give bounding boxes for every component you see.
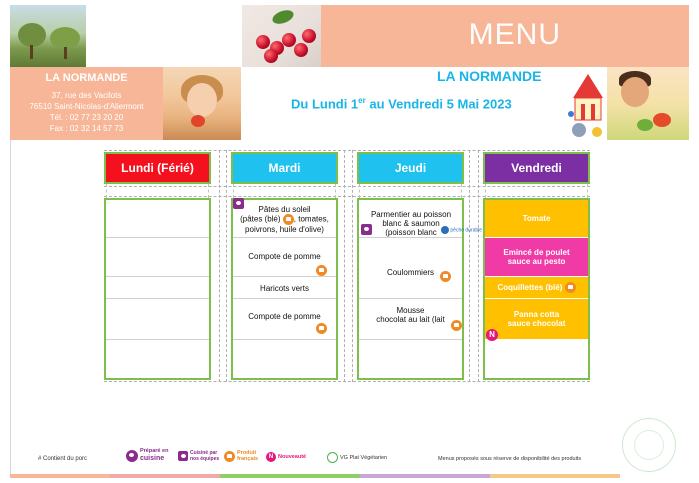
guide-line — [344, 150, 345, 382]
menu-title: MENU — [468, 18, 561, 51]
jeudi-dessert: Mousse chocolat au lait (lait — [376, 306, 445, 324]
day-column-lundi — [104, 198, 211, 380]
mardi-legume: Haricots verts — [260, 284, 309, 293]
footer-bar-lavender — [360, 474, 490, 478]
legend-nouveaute: N Nouveauté — [266, 452, 306, 462]
vendredi-dessert: Panna cotta sauce chocolat — [485, 299, 588, 339]
footer-bar-orange — [490, 474, 620, 478]
row-separator — [106, 237, 209, 238]
reserve-notice: Menus proposés sous réserve de disponibilité des produits — [438, 456, 582, 462]
footer-bar-green — [220, 474, 360, 478]
footer-bar-pink — [110, 474, 220, 478]
produit-francais-icon — [283, 214, 294, 225]
produit-francais-icon — [316, 262, 327, 280]
jeudi-fromage: Coulommiers — [386, 268, 435, 277]
row-separator — [106, 276, 209, 277]
day-header-underline — [359, 184, 462, 198]
day-header-vendredi: Vendredi — [483, 152, 590, 184]
row-separator — [359, 298, 462, 299]
guide-line — [226, 150, 227, 382]
day-header-mardi: Mardi — [231, 152, 338, 184]
day-header-underline — [485, 184, 588, 198]
legend-cuisine-equipes: Cuisiné par nos équipes — [178, 450, 219, 462]
school-title: LA NORMANDE — [437, 68, 542, 84]
day-header-underline — [233, 184, 336, 198]
address-line1: 37, rue des Vacilots — [51, 91, 122, 100]
legend-vegetarien: VG Plat Végétarien — [327, 452, 387, 463]
legend-prepare-cuisine: Préparé en cuisine — [126, 448, 168, 463]
guide-line — [478, 150, 479, 382]
row-separator — [233, 298, 336, 299]
guide-line — [352, 150, 353, 382]
produit-francais-icon — [316, 320, 327, 338]
row-separator — [233, 339, 336, 340]
day-header-jeudi: Jeudi — [357, 152, 464, 184]
orchard-photo — [10, 5, 86, 67]
guide-line — [104, 150, 590, 151]
legend-produit-francais: Produit français — [224, 450, 258, 462]
circus-illustration — [567, 70, 609, 150]
phone: Tél. : 02 77 23 20 20 — [49, 113, 124, 122]
row-separator — [106, 339, 209, 340]
fax: Fax : 02 32 14 57 73 — [49, 124, 124, 133]
row-separator — [359, 237, 462, 238]
mardi-entree: Pâtes du soleil (pâtes (blé) , tomates, poivrons, huile d'olive) — [240, 205, 329, 234]
girl-photo — [163, 67, 241, 140]
week-title: Du Lundi 1er au Vendredi 5 Mai 2023 — [291, 96, 512, 112]
guide-line — [104, 381, 590, 382]
cherries-photo — [242, 5, 321, 67]
day-header-underline — [106, 184, 209, 198]
peche-durable-icon: pêche durable — [441, 226, 482, 234]
produit-francais-icon — [451, 317, 462, 335]
footer-bar-peach — [10, 474, 110, 478]
row-separator — [233, 237, 336, 238]
row-separator — [233, 276, 336, 277]
day-header-lundi: Lundi (Férié) — [104, 152, 211, 184]
nouveaute-icon: N — [486, 324, 498, 342]
address-line2: 76510 Saint-Nicolas-d'Aliermont — [29, 102, 144, 111]
watermark-stamp-inner — [634, 430, 664, 460]
jeudi-plat: Parmentier au poisson blanc & saumon (poisson blanc — [370, 210, 452, 237]
row-separator — [359, 339, 462, 340]
porc-legend: # Contient du porc — [38, 456, 88, 462]
vendredi-entree: Tomate — [485, 200, 588, 237]
mardi-compote-1: Compote de pomme — [248, 252, 321, 261]
produit-francais-icon — [440, 268, 451, 286]
school-name-box: LA NORMANDE — [45, 72, 128, 84]
vendredi-accompagnement: Coquillettes (blé) — [485, 277, 588, 298]
guide-line — [469, 150, 470, 382]
mardi-compote-2: Compote de pomme — [248, 312, 321, 321]
kid-photo — [607, 67, 689, 140]
vendredi-plat: Emincé de poulet sauce au pesto — [485, 238, 588, 276]
produit-francais-icon — [565, 282, 576, 293]
guide-line — [219, 150, 220, 382]
row-separator — [106, 298, 209, 299]
left-rule — [10, 140, 11, 478]
